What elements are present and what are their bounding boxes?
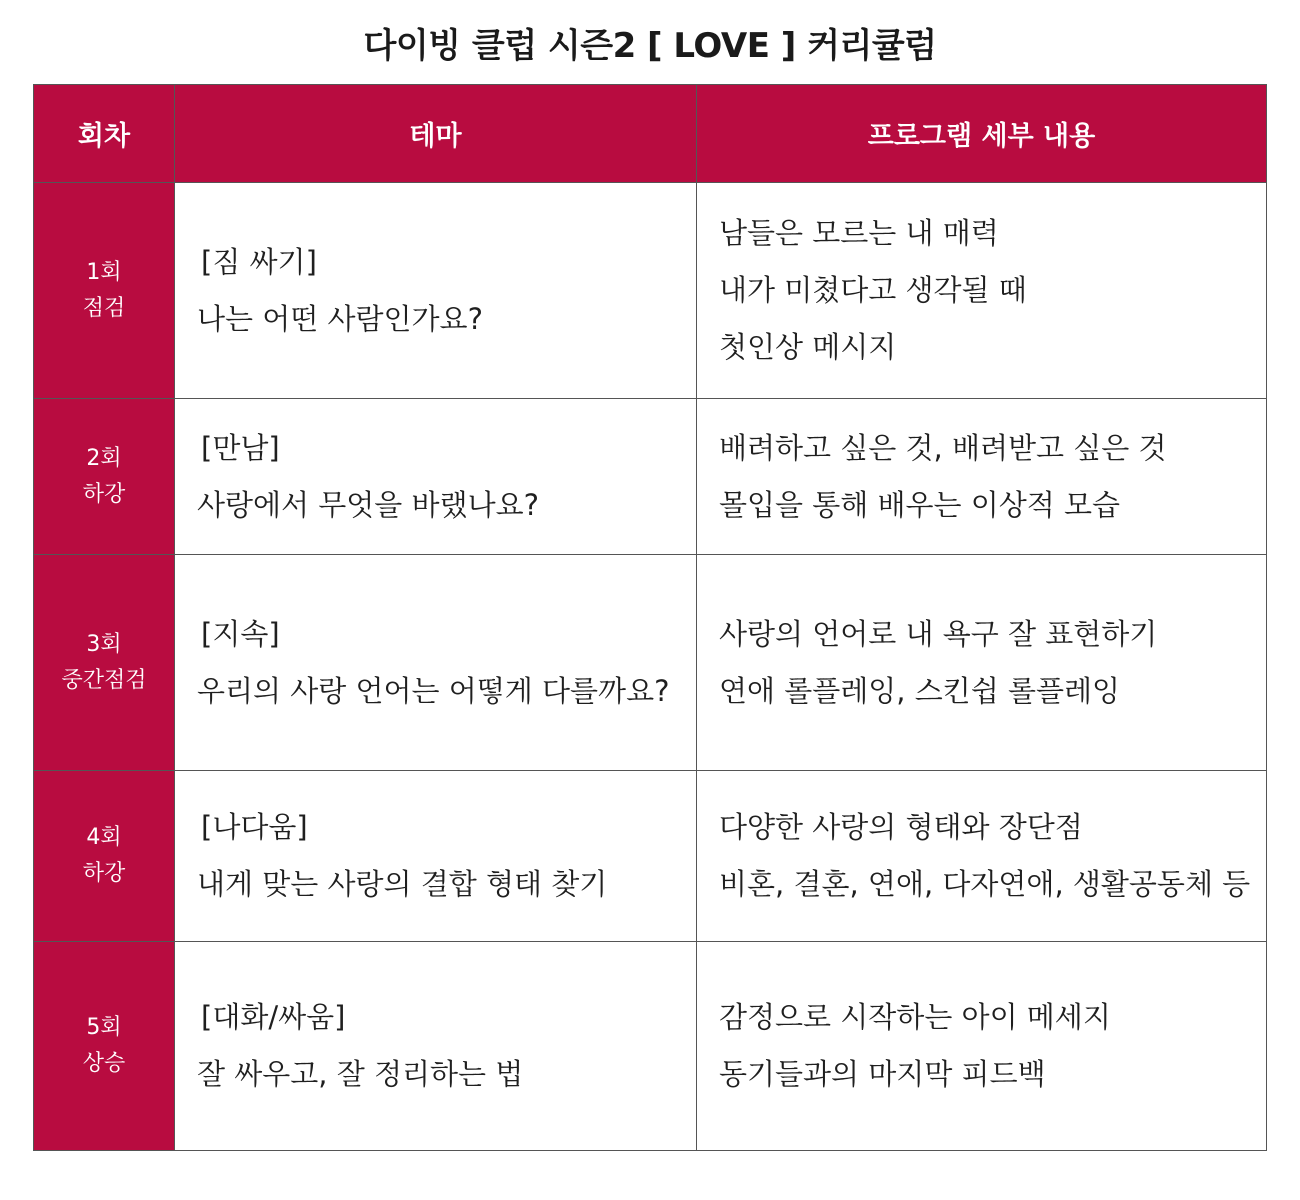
- detail-line: 첫인상 메시지: [719, 330, 897, 364]
- theme-cell: [175, 183, 697, 399]
- header-details: 프로그램 세부 내용: [697, 85, 1267, 183]
- detail-cell: [697, 183, 1267, 399]
- theme-tag: [지속]: [201, 616, 280, 651]
- session-phase: 중간점검: [61, 667, 147, 693]
- session-phase: 점검: [82, 295, 126, 321]
- detail-line: 내가 미쳤다고 생각될 때: [719, 273, 1027, 307]
- detail-line: 다양한 사랑의 형태와 장단점: [719, 810, 1083, 844]
- detail-cell: [697, 942, 1267, 1151]
- theme-tag: [대화/싸움]: [201, 1000, 346, 1034]
- theme-question: 내게 맞는 사랑의 결합 형태 찾기: [197, 867, 608, 901]
- theme-cell: [175, 942, 697, 1151]
- detail-line: 배려하고 싶은 것, 배려받고 싶은 것: [719, 430, 1167, 465]
- session-phase: 하강: [82, 481, 126, 507]
- table-row: [34, 771, 1267, 942]
- session-number: 4회: [86, 825, 122, 850]
- table-row: [34, 183, 1267, 399]
- header-theme: 테마: [175, 85, 697, 183]
- session-cell: [34, 771, 175, 942]
- detail-cell: [697, 771, 1267, 942]
- theme-question: 나는 어떤 사람인가요?: [197, 301, 483, 336]
- session-cell: [34, 399, 175, 555]
- header-session: 회차: [34, 85, 175, 183]
- session-cell: [34, 555, 175, 771]
- detail-cell: [697, 555, 1267, 771]
- session-number: 1회: [86, 259, 122, 285]
- detail-line: 비혼, 결혼, 연애, 다자연애, 생활공동체 등: [719, 867, 1251, 901]
- session-cell: [34, 942, 175, 1151]
- session-number: 5회: [86, 1015, 122, 1040]
- detail-line: 동기들과의 마지막 피드백: [719, 1057, 1046, 1091]
- theme-tag: [나다움]: [201, 810, 308, 844]
- page-title: 다이빙 클럽 시즌2 [ LOVE ] 커리큘럼: [363, 26, 937, 66]
- detail-line: 몰입을 통해 배우는 이상적 모습: [719, 487, 1121, 522]
- theme-tag: [만남]: [201, 430, 280, 465]
- session-phase: 상승: [82, 1051, 126, 1076]
- table-row: [34, 555, 1267, 771]
- table-row: [34, 399, 1267, 555]
- detail-line: 감정으로 시작하는 아이 메세지: [719, 1000, 1111, 1034]
- theme-question: 우리의 사랑 언어는 어떻게 다를까요?: [197, 673, 670, 708]
- theme-question: 잘 싸우고, 잘 정리하는 법: [197, 1057, 524, 1091]
- theme-tag: [짐 싸기]: [201, 244, 317, 279]
- theme-cell: [175, 771, 697, 942]
- session-cell: [34, 183, 175, 399]
- detail-line: 사랑의 언어로 내 욕구 잘 표현하기: [719, 616, 1158, 651]
- detail-line: 남들은 모르는 내 매력: [719, 216, 999, 250]
- curriculum-table: [33, 84, 1267, 1151]
- session-number: 3회: [86, 631, 122, 657]
- theme-cell: [175, 399, 697, 555]
- session-phase: 하강: [82, 861, 126, 886]
- table-row: [34, 942, 1267, 1151]
- detail-cell: [697, 399, 1267, 555]
- session-number: 2회: [86, 445, 122, 471]
- detail-line: 연애 롤플레잉, 스킨쉽 롤플레잉: [719, 673, 1121, 708]
- theme-cell: [175, 555, 697, 771]
- theme-question: 사랑에서 무엇을 바랬나요?: [197, 487, 539, 522]
- table-header-row: [34, 85, 1267, 183]
